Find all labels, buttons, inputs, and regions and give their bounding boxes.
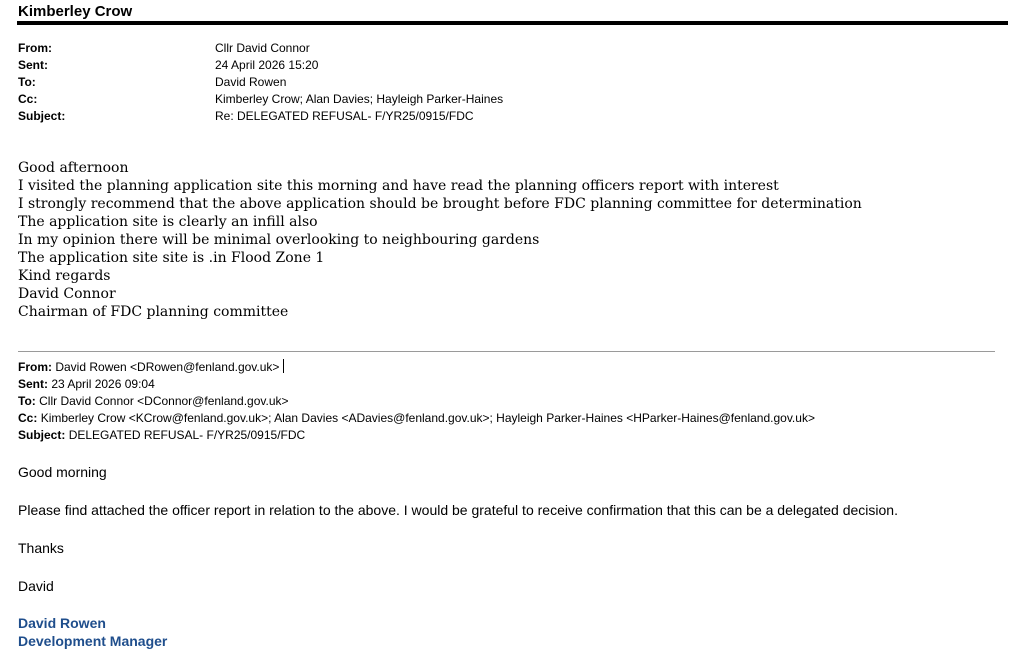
reply-line: David Connor [18,286,116,302]
mailbox-owner-name: Kimberley Crow [18,3,133,20]
quoted-subject-label: Subject: [18,428,66,442]
header-sent-label: Sent: [18,58,48,72]
quoted-sent-row [18,376,815,393]
quoted-to-value[interactable]: Cllr David Connor <DConnor@fenland.gov.uk> [39,394,289,408]
quoted-cc-label: Cc: [18,411,38,425]
header-from-value: Cllr David Connor [215,41,310,55]
quoted-sent-label: Sent: [18,377,48,391]
quoted-greeting: Good morning [18,464,107,480]
quoted-message-separator [18,351,995,352]
quoted-from-row [18,359,815,376]
header-cc-value: Kimberley Crow; Alan Davies; Hayleigh Parker-Haines [215,92,504,106]
header-subject-value: Re: DELEGATED REFUSAL- F/YR25/0915/FDC [215,109,474,123]
reply-line: In my opinion there will be minimal overlooking to neighbouring gardens [18,232,540,248]
header-subject-label: Subject: [18,109,66,123]
text-cursor [283,359,284,373]
header-to-label: To: [18,75,36,89]
reply-line: The application site site is .in Flood Zone 1 [18,250,325,266]
quoted-subject-row [18,427,815,444]
header-cc-label: Cc: [18,92,38,106]
quoted-cc-row [18,410,815,427]
reply-line: Chairman of FDC planning committee [18,304,289,320]
header-rule [17,21,1008,25]
reply-line: I strongly recommend that the above application should be brought before FDC planning committee for determination [18,196,862,212]
quoted-message-header [18,359,815,444]
reply-line: Good afternoon [18,160,129,176]
signature-title: Development Manager [18,633,168,649]
quoted-sent-value: 23 April 2026 09:04 [51,377,155,391]
quoted-thanks: Thanks [18,540,64,556]
reply-line: The application site is clearly an infill also [18,214,318,230]
quoted-sign-off-name: David [18,578,54,594]
reply-line: Kind regards [18,268,111,284]
quoted-paragraph: Please find attached the officer report in relation to the above. I would be grateful to receive confirmation that this can be a delegated decision. [18,502,898,518]
reply-message-body [18,159,862,321]
quoted-subject-value: DELEGATED REFUSAL- F/YR25/0915/FDC [68,428,306,442]
quoted-cc-value[interactable]: Kimberley Crow <KCrow@fenland.gov.uk>; Alan Davies <ADavies@fenland.gov.uk>; Hayleigh Parker-Haines <HParker-Haines@fenland.gov.uk> [40,411,815,425]
quoted-to-label: To: [18,394,36,408]
header-sent-value: 24 April 2026 15:20 [215,58,319,72]
signature-name: David Rowen [18,615,106,631]
header-to-value: David Rowen [215,75,287,89]
reply-line: I visited the planning application site this morning and have read the planning officers report with interest [18,178,779,194]
header-from-label: From: [18,41,52,55]
quoted-to-row [18,393,815,410]
quoted-from-label: From: [18,360,52,374]
quoted-from-value[interactable]: David Rowen <DRowen@fenland.gov.uk> [55,360,280,374]
